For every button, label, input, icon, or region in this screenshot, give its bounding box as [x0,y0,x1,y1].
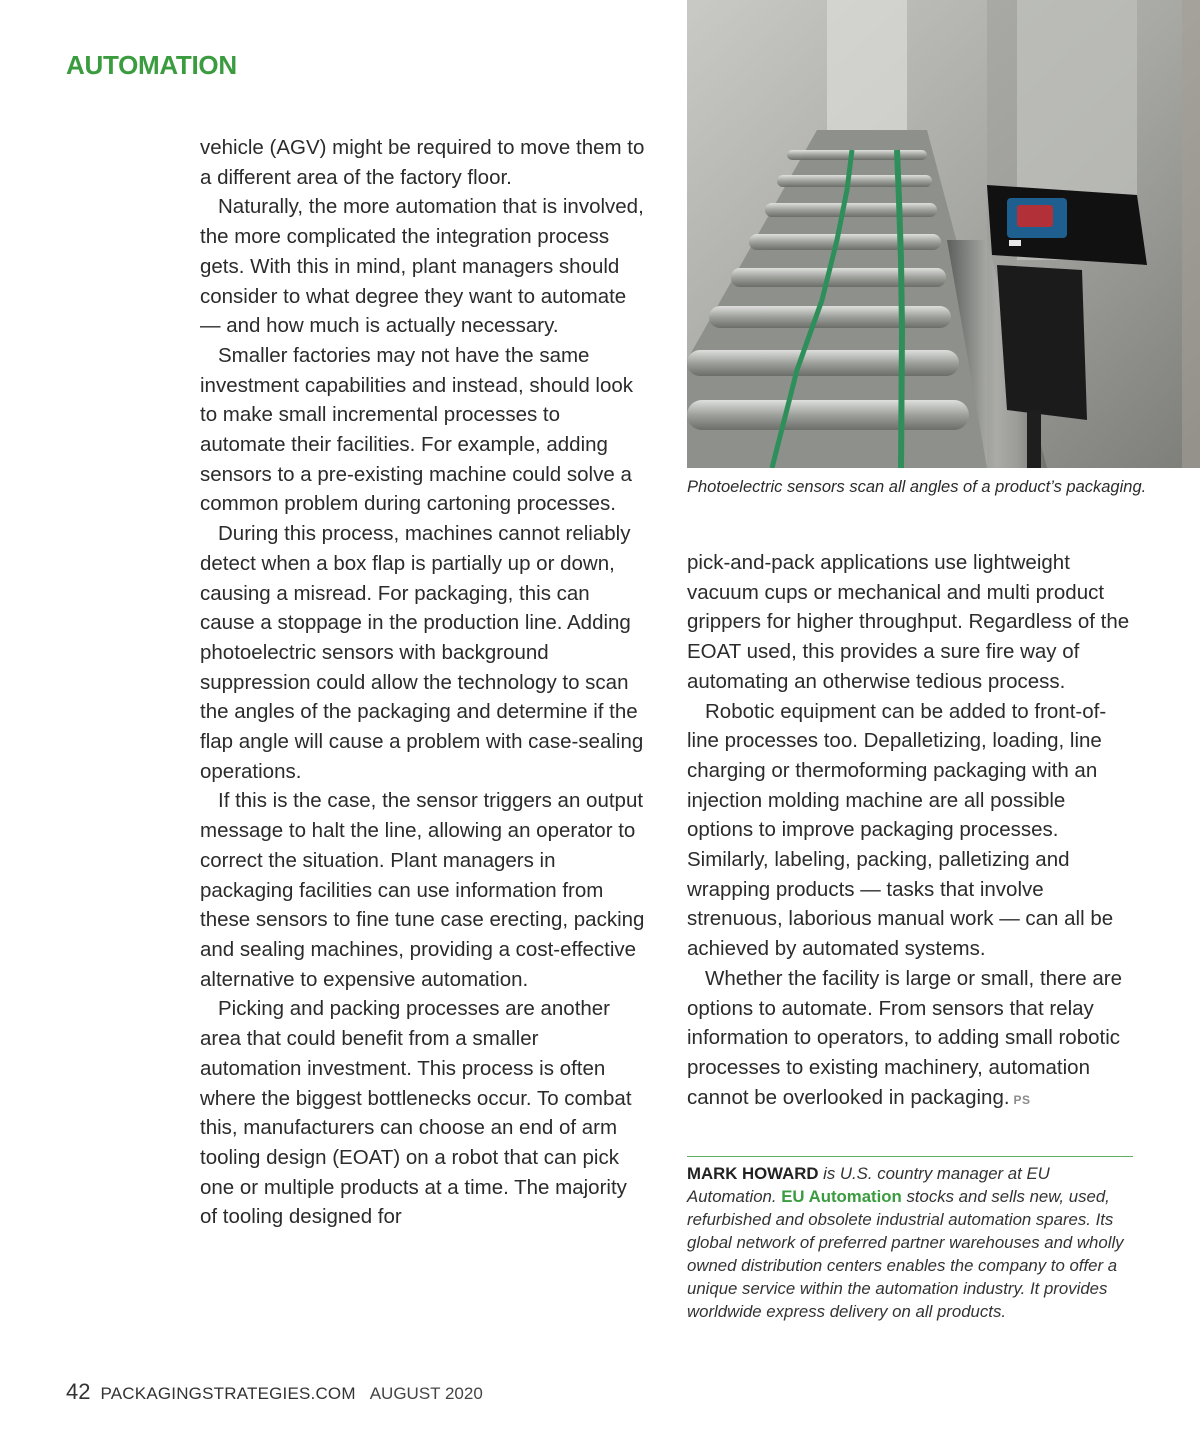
article-left-column [200,133,645,1232]
article-paragraph: If this is the case, the sensor triggers an output message to halt the line, allowing an operator to correct the situation. Plant managers in packaging facilities can use information from these sensors to fine tune case erecting, packing and sealing machines, providing a cost-effective alternative to expensive automation. [200,789,645,991]
bio-brand: EU Automation [781,1187,902,1206]
conveyor-sensor-photo [687,0,1200,468]
article-photo [687,0,1200,468]
article-paragraph: Naturally, the more automation that is involved, the more complicated the integration process gets. With this in mind, plant managers should consider to what degree they want to automate — and how much is actually necessary. [200,195,644,338]
article-paragraph: Picking and packing processes are another area that could benefit from a smaller automation investment. This process is often where the biggest bottlenecks occur. To combat this, manufacturers can choose an end of arm tooling design (EOAT) on a robot that can pick one or multiple products at a time. The majority of tooling designed for [200,997,632,1229]
photo-caption: Photoelectric sensors scan all angles of a product’s packaging. [687,478,1147,496]
section-label: AUTOMATION [66,50,237,80]
author-name: MARK HOWARD [687,1164,819,1183]
article-paragraph-text: Whether the facility is large or small, there are options to automate. From sensors that relay information to operators, to adding small robotic processes to existing machinery, automation cannot be overlooked in packaging. [687,966,1122,1109]
end-mark: PS [1013,1092,1031,1107]
page-number: 42 [66,1379,91,1404]
article-paragraph-last [687,964,1135,1116]
bio-divider [687,1156,1133,1157]
footer-date: AUGUST 2020 [369,1384,483,1403]
article-paragraph: Robotic equipment can be added to front-of-line processes too. Depalletizing, loading, line charging or thermoforming packaging with an injection molding machine are all possible options to improve packaging processes. Similarly, labeling, packing, palletizing and wrapping products — tasks that involve strenuous, laborious manual work — can all be achieved by automated systems. [687,699,1114,961]
article-paragraph: vehicle (AGV) might be required to move them to a different area of the factory floor. [200,136,645,189]
author-bio [687,1162,1137,1323]
bio-text-2: stocks and sells new, used, refurbished and obsolete industrial automation spares. Its global network of preferred partner warehouses and wholly owned distribution centers enables the company to offer a unique service within the automation industry. It provides worldwide express delivery on all products. [687,1187,1124,1321]
article-paragraph: Smaller factories may not have the same investment capabilities and instead, should look to make small incremental processes to automate their facilities. For example, adding sensors to a pre-existing machine could solve a common problem during cartoning processes. [200,343,634,516]
article-right-column [687,548,1135,1115]
footer-site: PACKAGINGSTRATEGIES.COM [100,1384,356,1403]
article-paragraph: During this process, machines cannot reliably detect when a box flap is partially up or down, causing a misread. For packaging, this can cause a stoppage in the production line. Adding photoelectric sensors with background suppression could allow the technology to scan the angles of the packaging and determine if the flap angle will cause a problem with case-sealing operations. [200,522,644,783]
bio-text-1: is U.S. country manager at EU Automation. [687,1164,1050,1206]
page-footer [66,1379,483,1405]
article-paragraph: pick-and-pack applications use lightweight vacuum cups or mechanical and multi product grippers for higher throughput. Regardless of the EOAT used, this provides a sure fire way of automating an otherwise tedious process. [687,551,1130,693]
